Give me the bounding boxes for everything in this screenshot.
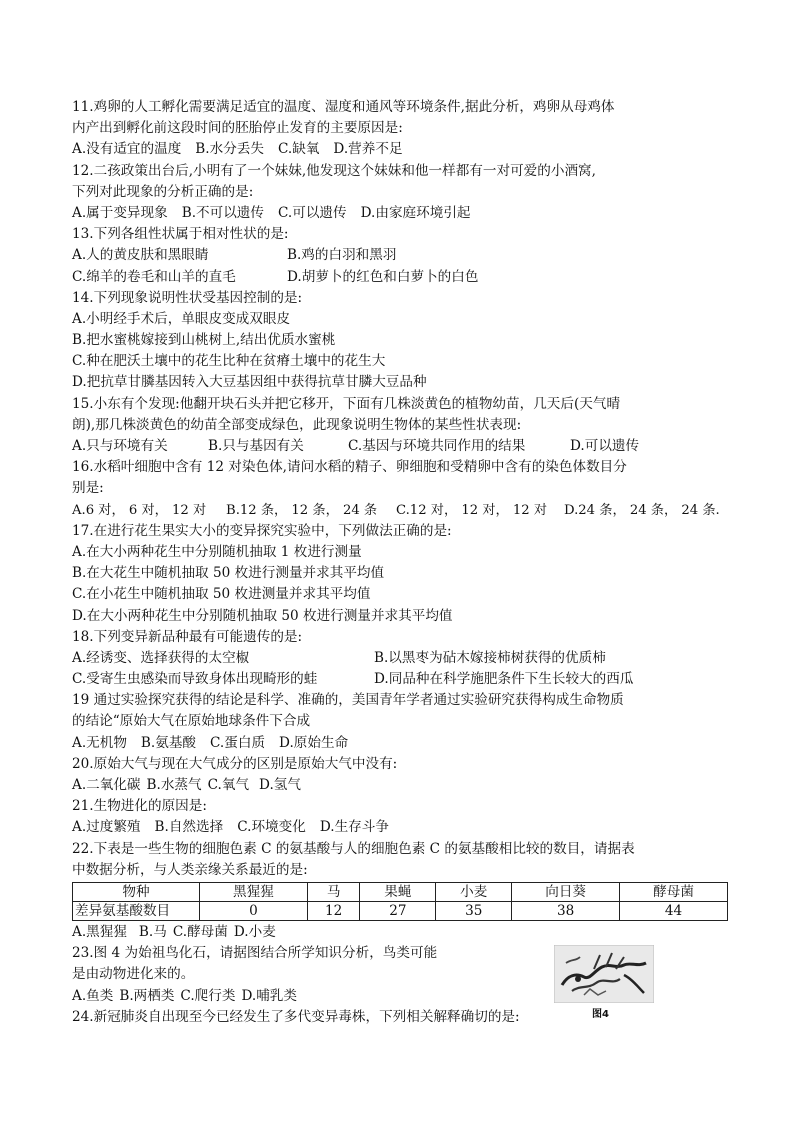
q23-options <box>72 986 542 1007</box>
q23-option-c: C.爬行类 <box>180 987 236 1004</box>
q19-option-c: C.蛋白质 <box>210 734 266 751</box>
q16-stem-line2: 别是: <box>72 480 104 497</box>
q15-stem-line2: 朗),那几株淡黄色的幼苗全部变成绿色，此现象说明生物体的某些性状表现: <box>72 416 522 433</box>
q16-option-d: D.24 条， 24 条， 24 条. <box>564 502 720 518</box>
q17-option-a: A.在大小两种花生中分别随机抽取 1 枚进行测量 <box>72 543 362 560</box>
q12-options <box>72 203 722 224</box>
table-cell: 35 <box>436 901 512 920</box>
q17-option-b: B.在大花生中随机抽取 50 枚进行测量并求其平均值 <box>72 565 385 582</box>
q17-stem: 17.在进行花生果实大小的变异探究实验中，下列做法正确的是: <box>72 522 452 539</box>
q16-option-c: C.12 对， 12 对， 12 对 <box>396 502 548 518</box>
archaeopteryx-fossil-figure <box>554 945 654 1021</box>
q17-option-c: C.在小花生中随机抽取 50 枚进测量并求其平均值 <box>72 586 371 603</box>
fossil-image <box>554 945 654 1003</box>
q12-stem-line2: 下列对此现象的分析正确的是: <box>72 183 254 200</box>
q14-stem: 14.下列现象说明性状受基因控制的是: <box>72 289 303 306</box>
table-cell: 12 <box>307 901 360 920</box>
q13-option-c: C.绵羊的卷毛和山羊的直毛 <box>72 268 236 285</box>
q20-option-b: B.水蒸气 <box>146 777 202 793</box>
q18-options-row1 <box>72 648 722 669</box>
q18-options-row2 <box>72 669 722 690</box>
q23-option-b: B.两栖类 <box>119 987 175 1004</box>
q22-stem-line1: 22.下表是一些生物的细胞色素 C 的氨基酸与人的细胞色素 C 的氨基酸相比较的数目，请据表 <box>72 840 635 857</box>
q14-option-b: B.把水蜜桃嫁接到山桃树上,结出优质水蜜桃 <box>72 332 336 349</box>
q11-stem-line2: 内产出到孵化前这段时间的胚胎停止发育的主要原因是: <box>72 120 403 137</box>
q19-stem-line1: 19 通过实验探究获得的结论是科学、准确的，美国青年学者通过实验研究获得构成生命物质 <box>72 692 624 709</box>
q22-option-b: B.马 <box>138 923 167 940</box>
q13-option-d: D.胡萝卜的红色和白萝卜的白色 <box>287 268 479 285</box>
q13-options-row1 <box>72 245 722 266</box>
table-header-cell: 酵母菌 <box>620 882 728 901</box>
q12-option-a: A.属于变异现象 <box>72 204 168 221</box>
q20-stem: 20.原始大气与现在大气成分的区别是原始大气中没有: <box>72 755 398 772</box>
q11-option-c: C.缺氧 <box>277 141 320 158</box>
q18-option-b: B.以黑枣为砧木嫁接柿树获得的优质柿 <box>374 649 606 666</box>
q23-option-d: D.哺乳类 <box>241 987 297 1004</box>
q18-option-c: C.受寄生虫感染而导致身体出现畸形的蛙 <box>72 671 318 688</box>
q23-stem-line2: 是由动物进化来的。 <box>72 966 195 983</box>
q19-option-b: B.氨基酸 <box>140 734 197 751</box>
q23-option-a: A.鱼类 <box>72 987 114 1004</box>
q12-option-c: C.可以遗传 <box>277 204 347 221</box>
table-row <box>73 901 728 920</box>
q13-stem: 13.下列各组性状属于相对性状的是: <box>72 226 289 243</box>
q15-options <box>72 436 722 457</box>
q19-stem-line2: 的结论“原始大气在原始地球条件下合成 <box>72 713 311 730</box>
figure-caption: 图4 <box>592 1009 609 1021</box>
exam-sheet <box>72 97 722 1028</box>
table-header-cell: 马 <box>307 882 360 901</box>
q15-option-b: B.只与基因有关 <box>208 438 304 454</box>
q22-options <box>72 922 722 943</box>
q20-option-a: A.二氧化碳 <box>72 777 141 793</box>
table-header-cell: 黑猩猩 <box>200 882 308 901</box>
q21-option-a: A.过度繁殖 <box>72 819 141 836</box>
table-cell: 44 <box>620 901 728 920</box>
q16-option-a: A.6 对， 6 对， 12 对 <box>72 502 207 518</box>
q16-option-b: B.12 条， 12 条， 24 条 <box>226 502 378 518</box>
table-header-cell: 向日葵 <box>512 882 620 901</box>
q15-option-a: A.只与环境有关 <box>72 438 168 454</box>
q16-options <box>72 500 722 521</box>
table-header-cell: 果蝇 <box>360 882 436 901</box>
q17-option-d: D.在大小两种花生中分别随机抽取 50 枚进行测量并求其平均值 <box>72 607 453 624</box>
q20-option-c: C.氧气 <box>207 777 250 793</box>
q22-data-table <box>72 882 728 921</box>
q14-option-a: A.小明经手术后，单眼皮变成双眼皮 <box>72 310 291 327</box>
q11-option-d: D.营养不足 <box>333 141 403 158</box>
q22-option-d: D.小麦 <box>233 923 276 940</box>
q11-stem-line1: 11.鸡卵的人工孵化需要满足适宜的温度、湿度和通风等环境条件,据此分析，鸡卵从母鸡体 <box>72 99 615 115</box>
table-header-cell: 小麦 <box>436 882 512 901</box>
q15-stem-line1: 15.小东有个发现:他翻开块石头并把它移开，下面有几株淡黄色的植物幼苗，几天后(天气晴 <box>72 395 621 412</box>
table-cell: 38 <box>512 901 620 920</box>
table-header-row <box>73 882 728 901</box>
q23-stem-line1: 23.图 4 为始祖鸟化石，请据图结合所学知识分析，鸟类可能 <box>72 945 438 962</box>
q13-option-b: B.鸡的白羽和黑羽 <box>287 247 397 264</box>
table-cell: 27 <box>360 901 436 920</box>
table-cell: 0 <box>200 901 308 920</box>
q20-options <box>72 775 722 796</box>
q15-option-d: D.可以遗传 <box>570 438 640 454</box>
q15-option-c: C.基因与环境共同作用的结果 <box>348 438 526 454</box>
q11-option-a: A.没有适宜的温度 <box>72 141 182 158</box>
q22-stem-line2: 中数据分析，与人类亲缘关系最近的是: <box>72 861 308 878</box>
q18-stem: 18.下列变异新品种最有可能遗传的是: <box>72 628 303 645</box>
q13-option-a: A.人的黄皮肤和黑眼睛 <box>72 247 209 264</box>
q21-option-b: B.自然选择 <box>154 819 224 836</box>
q21-option-d: D.生存斗争 <box>319 819 389 836</box>
q14-option-c: C.种在肥沃土壤中的花生比种在贫瘠土壤中的花生大 <box>72 353 386 370</box>
q22-option-a: A.黑猩猩 <box>72 923 127 940</box>
q24-stem: 24.新冠肺炎自出现至今已经发生了多代变异毒株，下列相关解释确切的是: <box>72 1009 520 1026</box>
q12-stem-line1: 12.二孩政策出台后,小明有了一个妹妹,他发现这个妹妹和他一样都有一对可爱的小酒窝, <box>72 162 596 179</box>
q13-options-row2 <box>72 267 722 288</box>
q11-option-b: B.水分丢失 <box>195 141 264 158</box>
q11-options <box>72 139 722 160</box>
q18-option-a: A.经诱变、选择获得的太空椒 <box>72 649 250 666</box>
q21-stem: 21.生物进化的原因是: <box>72 798 207 815</box>
q22-option-c: C.酵母菌 <box>172 923 228 940</box>
table-header-cell: 物种 <box>73 882 200 901</box>
q19-option-a: A.无机物 <box>72 734 127 751</box>
q19-options <box>72 733 722 754</box>
q20-option-d: D.氢气 <box>259 777 301 793</box>
q21-options <box>72 817 722 838</box>
q16-stem-line1: 16.水稻叶细胞中含有 12 对染色体,请问水稻的精子、卵细胞和受精卵中含有的染色体数目分 <box>72 459 627 476</box>
table-cell: 差异氨基酸数目 <box>73 901 200 920</box>
q18-option-d: D.同品种在科学施肥条件下生长较大的西瓜 <box>374 671 634 688</box>
q12-option-d: D.由家庭环境引起 <box>360 204 471 221</box>
q21-option-c: C.环境变化 <box>237 819 306 836</box>
q12-option-b: B.不可以遗传 <box>181 204 264 221</box>
q19-option-d: D.原始生命 <box>279 734 349 751</box>
q14-option-d: D.把抗草甘膦基因转入大豆基因组中获得抗草甘膦大豆品种 <box>72 374 427 391</box>
